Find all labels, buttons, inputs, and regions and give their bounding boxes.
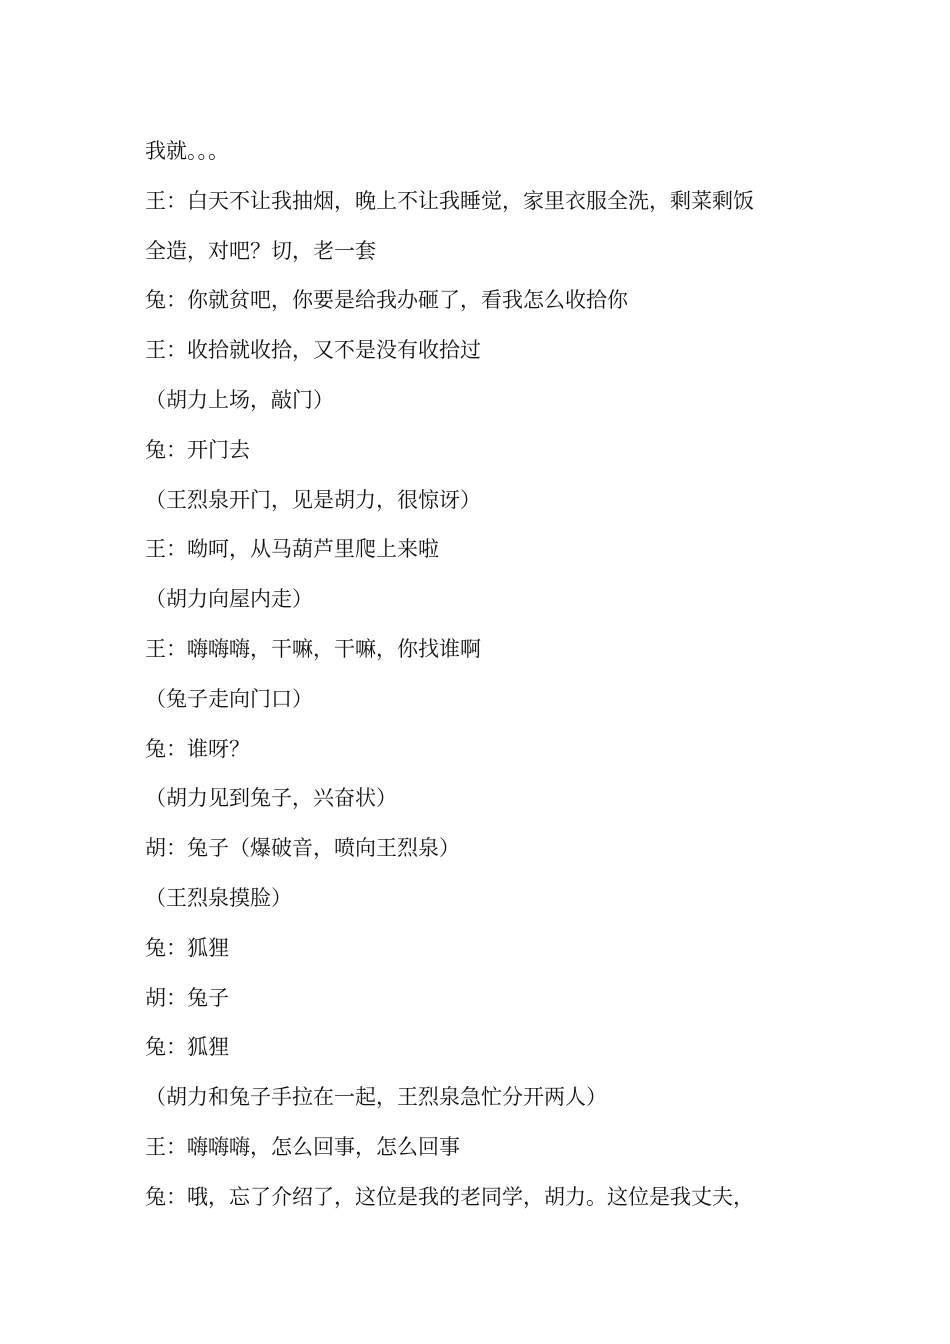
script-dialogue bbox=[145, 127, 845, 1223]
stage-direction: （兔子走向门口） bbox=[145, 686, 313, 711]
script-line: 王：白天不让我抽烟，晚上不让我睡觉，家里衣服全洗，剩菜剩饭 bbox=[145, 188, 754, 213]
script-line: 兔：开门去 bbox=[145, 437, 250, 462]
stage-direction: （胡力向屋内走） bbox=[145, 587, 313, 612]
script-line: 全造，对吧？切，老一套 bbox=[145, 238, 376, 263]
stage-direction: （王烈泉摸脸） bbox=[145, 885, 292, 910]
script-line: 胡：兔子（爆破音，喷向王烈泉） bbox=[145, 836, 460, 861]
script-line: 王：嗨嗨嗨，怎么回事，怎么回事 bbox=[145, 1134, 460, 1159]
stage-direction: （王烈泉开门，见是胡力，很惊讶） bbox=[145, 487, 481, 512]
script-line: 兔：狐狸 bbox=[145, 935, 229, 960]
script-line: 我就。。。 bbox=[145, 139, 229, 163]
script-line: 王：嗨嗨嗨，干嘛，干嘛，你找谁啊 bbox=[145, 636, 481, 661]
script-line: 兔：哦，忘了介绍了，这位是我的老同学，胡力。这位是我丈夫， bbox=[145, 1184, 754, 1209]
script-line: 兔：狐狸 bbox=[145, 1035, 229, 1060]
stage-direction: （胡力和兔子手拉在一起，王烈泉急忙分开两人） bbox=[145, 1085, 607, 1110]
script-line: 胡：兔子 bbox=[145, 985, 229, 1010]
script-line: 兔：你就贫吧，你要是给我办砸了，看我怎么收拾你 bbox=[145, 288, 628, 313]
stage-direction: （胡力上场，敲门） bbox=[145, 387, 334, 412]
stage-direction: （胡力见到兔子，兴奋状） bbox=[145, 786, 397, 811]
script-line: 王：收拾就收拾，又不是没有收拾过 bbox=[145, 338, 481, 363]
script-line: 王：呦呵，从马葫芦里爬上来啦 bbox=[145, 537, 439, 562]
script-line: 兔：谁呀？ bbox=[145, 736, 250, 761]
